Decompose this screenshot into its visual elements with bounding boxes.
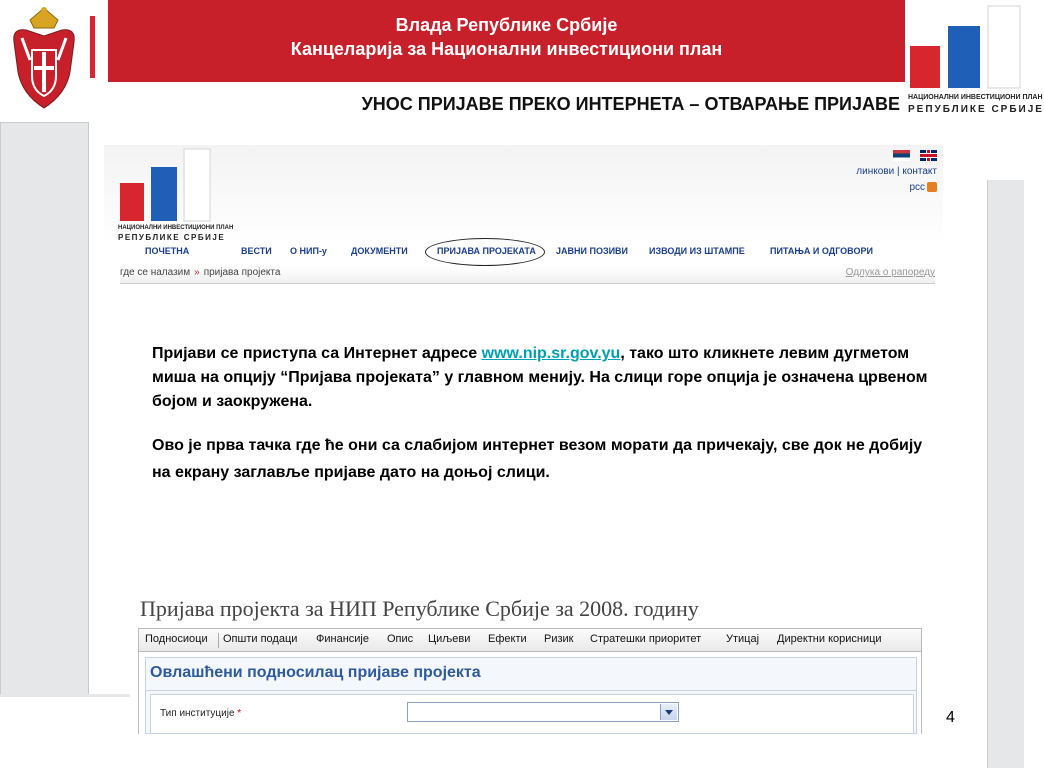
nip-logo-bars (906, 4, 1022, 92)
section-divider (146, 690, 916, 691)
institution-type-select[interactable] (407, 702, 679, 722)
nip-logo (906, 4, 1044, 122)
nip-logo-subcaption: РЕПУБЛИКЕ СРБИЈЕ (908, 104, 1044, 115)
form-tab-bar (138, 628, 922, 652)
breadcrumb-label: где се налазим (120, 267, 191, 278)
tab-strategic-priority[interactable]: Стратешки приоритет (590, 633, 702, 645)
form-panel (138, 652, 922, 734)
site-logo-subcaption: РЕПУБЛИКЕ СРБИЈЕ (118, 233, 226, 242)
site-url-link[interactable]: www.nip.sr.gov.yu (481, 345, 621, 362)
site-logo-caption: НАЦИОНАЛНИ ИНВЕСТИЦИОНИ ПЛАН (118, 225, 234, 231)
tab-general-data[interactable]: Општи подаци (223, 633, 298, 645)
header-banner (108, 0, 905, 82)
nav-item-press[interactable]: ИЗВОДИ ИЗ ШТАМПЕ (649, 246, 745, 256)
breadcrumb-current: пријава пројекта (203, 267, 281, 278)
institution-type-label-text: Тип институције (160, 708, 235, 719)
brand-accent-bar (90, 16, 95, 78)
site-logo[interactable] (118, 149, 234, 242)
tab-separator (218, 633, 219, 648)
tab-impact[interactable]: Утицај (726, 633, 760, 645)
institution-type-row (150, 694, 914, 734)
decision-link[interactable]: Одлука о рaпореду (845, 267, 935, 278)
website-screenshot (104, 145, 943, 285)
tab-risk[interactable]: Ризик (544, 633, 574, 645)
page-number: 4 (946, 709, 955, 726)
nip-logo-caption: НАЦИОНАЛНИ ИНВЕСТИЦИОНИ ПЛАН (908, 94, 1043, 101)
applicant-section-heading: Овлашћени подносилац пријаве пројекта (150, 664, 481, 681)
serbian-flag-icon[interactable] (893, 150, 910, 161)
rss-link[interactable] (909, 182, 937, 193)
instructions-paragraph-2: Ово је прва тачка где ће они са слабијом интернет везом морати да причекају, све док не добију на екрану заглавље пријаве дато на доњој слици. (152, 437, 923, 481)
tab-effects[interactable]: Ефекти (488, 633, 527, 645)
left-side-panel (0, 122, 89, 696)
language-switcher (887, 147, 937, 165)
nav-item-faq[interactable]: ПИТАЊА И ОДГОВОРИ (770, 246, 873, 256)
nav-item-home[interactable]: ПОЧЕТНА (145, 246, 190, 256)
chevron-down-icon[interactable] (660, 704, 677, 720)
form-page-title: Пријава пројекта за НИП Републике Србије за 2008. годину (140, 596, 699, 621)
institution-type-label (160, 708, 241, 719)
nav-item-public-calls[interactable]: ЈАВНИ ПОЗИВИ (556, 246, 629, 256)
p1-rest: , тако што кликнете левим дугметом миша на опцију “Пријава пројеката” у главном менију. На слици горе опција је означена црвеном бојом и заокружена. (152, 345, 928, 410)
tab-applicants[interactable]: Подносиоци (145, 633, 208, 645)
breadcrumb (120, 267, 935, 284)
applicant-section (145, 657, 917, 734)
slide-title: УНОС ПРИЈАВЕ ПРЕКО ИНТЕРНЕТА – ОТВАРАЊЕ ПРИЈАВЕ (361, 94, 900, 114)
nav-item-news[interactable]: ВЕСТИ (241, 246, 272, 256)
tab-goals[interactable]: Циљеви (428, 633, 471, 645)
tab-description[interactable]: Опис (387, 633, 414, 645)
site-logo-bars (118, 149, 218, 223)
left-divider (0, 694, 130, 697)
english-flag-icon[interactable] (920, 150, 937, 161)
site-utility-links[interactable]: линкови | контакт (856, 166, 937, 177)
highlight-circle (425, 238, 545, 266)
nav-item-documents[interactable]: ДОКУМЕНТИ (351, 246, 408, 256)
required-marker: * (237, 708, 242, 719)
nav-item-project-application[interactable]: ПРИЈАВА ПРОЈЕКАТА (437, 246, 536, 256)
tab-finances[interactable]: Финансије (316, 633, 369, 645)
header-line-office: Канцеларија за Национални инвестициони план (290, 39, 723, 59)
breadcrumb-separator: » (194, 267, 200, 278)
rss-icon (927, 182, 937, 192)
header-line-government: Влада Републике Србије (395, 15, 618, 35)
instructions-text (152, 342, 942, 486)
rss-label: рсс (909, 182, 925, 193)
tab-direct-beneficiaries[interactable]: Директни корисници (777, 633, 882, 645)
right-side-panel (987, 180, 1024, 768)
instructions-paragraph-1 (152, 342, 942, 414)
nav-item-about[interactable]: О НИП-у (290, 246, 327, 256)
p1-intro: Пријави се приступа са Интернет адресе (152, 345, 482, 362)
